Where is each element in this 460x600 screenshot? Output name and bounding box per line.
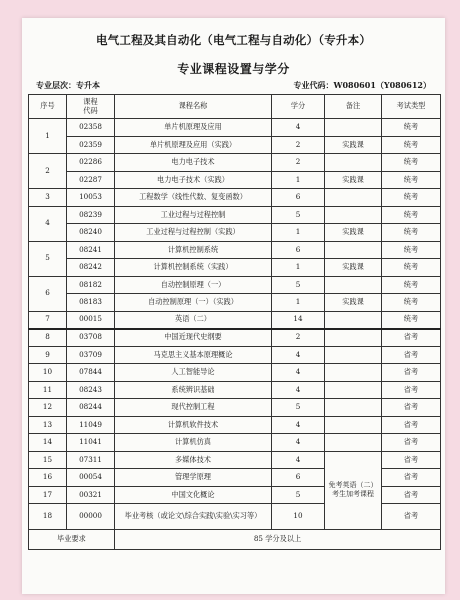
cell-exam: 省考 [382, 399, 441, 417]
cell-note [325, 381, 382, 399]
table-row [29, 259, 441, 277]
cell-code: 07844 [67, 364, 115, 382]
table-row [29, 329, 441, 347]
cell-note [325, 206, 382, 224]
cell-code: 00000 [67, 504, 115, 530]
cell-seq: 7 [29, 311, 67, 329]
cell-name: 中国文化概论 [115, 486, 272, 504]
cell-credit: 5 [272, 399, 325, 417]
cell-seq: 10 [29, 364, 67, 382]
table-row [29, 451, 441, 469]
cell-credit: 6 [272, 469, 325, 487]
cell-exam: 统考 [382, 154, 441, 172]
graduation-row [29, 530, 441, 550]
table-row [29, 189, 441, 207]
table-row [29, 416, 441, 434]
header-credit: 学分 [272, 95, 325, 119]
cell-credit: 4 [272, 416, 325, 434]
cell-name: 自动控制原理（一） [115, 276, 272, 294]
table-row [29, 136, 441, 154]
graduation-value: 85 学分及以上 [115, 530, 441, 550]
cell-exam: 省考 [382, 381, 441, 399]
header-note: 备注 [325, 95, 382, 119]
cell-exam: 统考 [382, 241, 441, 259]
cell-exam: 省考 [382, 346, 441, 364]
cell-code: 08183 [67, 294, 115, 312]
cell-code: 10053 [67, 189, 115, 207]
cell-note: 实践课 [325, 224, 382, 242]
cell-note-merged: 免考英语（二）考生加考课程 [325, 451, 382, 530]
cell-note [325, 241, 382, 259]
cell-code: 11041 [67, 434, 115, 452]
cell-name: 电力电子技术 [115, 154, 272, 172]
major-code: 专业代码：W080601（Y080612） [293, 80, 431, 90]
cell-note [325, 311, 382, 329]
cell-seq: 6 [29, 276, 67, 311]
table-row [29, 294, 441, 312]
cell-seq: 1 [29, 119, 67, 154]
cell-credit: 1 [272, 171, 325, 189]
header-code: 课程 代码 [67, 95, 115, 119]
cell-note: 实践课 [325, 259, 382, 277]
cell-credit: 4 [272, 451, 325, 469]
header-exam: 考试类型 [382, 95, 441, 119]
cell-name: 计算机控制系统 [115, 241, 272, 259]
cell-seq: 12 [29, 399, 67, 417]
cell-name: 计算机控制系统（实践） [115, 259, 272, 277]
cell-seq: 13 [29, 416, 67, 434]
table-row [29, 119, 441, 137]
cell-name: 单片机原理及应用（实践） [115, 136, 272, 154]
table-row [29, 364, 441, 382]
cell-exam: 统考 [382, 189, 441, 207]
table-row [29, 311, 441, 329]
cell-exam: 统考 [382, 119, 441, 137]
cell-credit: 14 [272, 311, 325, 329]
cell-note [325, 154, 382, 172]
cell-exam: 省考 [382, 364, 441, 382]
cell-name: 毕业考核（或论文\综合实践\实验\实习等） [115, 504, 272, 530]
cell-note [325, 189, 382, 207]
cell-credit: 6 [272, 241, 325, 259]
table-header-row [29, 95, 441, 119]
table-row [29, 154, 441, 172]
cell-name: 英语（二） [115, 311, 272, 329]
cell-code: 08240 [67, 224, 115, 242]
cell-code: 00054 [67, 469, 115, 487]
cell-exam: 省考 [382, 416, 441, 434]
cell-name: 计算机仿真 [115, 434, 272, 452]
cell-exam: 省考 [382, 329, 441, 347]
cell-code: 02359 [67, 136, 115, 154]
table-row [29, 381, 441, 399]
cell-exam: 统考 [382, 259, 441, 277]
course-sheet [22, 18, 445, 594]
cell-code: 02286 [67, 154, 115, 172]
document-subtitle: 专业课程设置与学分 [177, 62, 290, 76]
cell-exam: 省考 [382, 469, 441, 487]
cell-credit: 10 [272, 504, 325, 530]
cell-note: 实践课 [325, 294, 382, 312]
cell-exam: 统考 [382, 276, 441, 294]
cell-credit: 4 [272, 346, 325, 364]
cell-note: 实践课 [325, 136, 382, 154]
table-row [29, 224, 441, 242]
cell-credit: 5 [272, 206, 325, 224]
cell-exam: 统考 [382, 311, 441, 329]
course-table [28, 94, 441, 550]
cell-note [325, 364, 382, 382]
cell-credit: 4 [272, 364, 325, 382]
cell-name: 单片机原理及应用 [115, 119, 272, 137]
cell-code: 11049 [67, 416, 115, 434]
cell-exam: 统考 [382, 206, 441, 224]
cell-code: 08244 [67, 399, 115, 417]
cell-seq: 11 [29, 381, 67, 399]
cell-credit: 5 [272, 486, 325, 504]
cell-note [325, 329, 382, 347]
cell-name: 工程数学（线性代数、复变函数） [115, 189, 272, 207]
cell-name: 管理学原理 [115, 469, 272, 487]
cell-code: 02287 [67, 171, 115, 189]
header-seq: 序号 [29, 95, 67, 119]
cell-name: 自动控制原理（一）（实践） [115, 294, 272, 312]
cell-credit: 4 [272, 381, 325, 399]
table-row [29, 241, 441, 259]
cell-code: 08182 [67, 276, 115, 294]
cell-credit: 1 [272, 259, 325, 277]
graduation-label: 毕业要求 [29, 530, 115, 550]
cell-note [325, 399, 382, 417]
cell-name: 工业过程与过程控制（实践） [115, 224, 272, 242]
cell-exam: 省考 [382, 434, 441, 452]
cell-seq: 5 [29, 241, 67, 276]
cell-exam: 统考 [382, 171, 441, 189]
cell-code: 03708 [67, 329, 115, 347]
cell-code: 08239 [67, 206, 115, 224]
cell-exam: 省考 [382, 451, 441, 469]
cell-exam: 统考 [382, 294, 441, 312]
cell-seq: 2 [29, 154, 67, 189]
cell-note [325, 276, 382, 294]
major-level: 专业层次：专升本 [36, 80, 100, 90]
table-row [29, 346, 441, 364]
cell-code: 03709 [67, 346, 115, 364]
cell-credit: 1 [272, 224, 325, 242]
table-row [29, 276, 441, 294]
cell-code: 02358 [67, 119, 115, 137]
cell-seq: 16 [29, 469, 67, 487]
header-name: 课程名称 [115, 95, 272, 119]
cell-note [325, 416, 382, 434]
cell-seq: 4 [29, 206, 67, 241]
cell-seq: 3 [29, 189, 67, 207]
cell-credit: 2 [272, 329, 325, 347]
cell-name: 现代控制工程 [115, 399, 272, 417]
cell-code: 08241 [67, 241, 115, 259]
cell-code: 08243 [67, 381, 115, 399]
cell-seq: 14 [29, 434, 67, 452]
cell-credit: 4 [272, 434, 325, 452]
cell-name: 马克思主义基本原理概论 [115, 346, 272, 364]
cell-name: 计算机软件技术 [115, 416, 272, 434]
cell-note [325, 434, 382, 452]
cell-exam: 省考 [382, 486, 441, 504]
table-row [29, 434, 441, 452]
cell-credit: 2 [272, 136, 325, 154]
cell-name: 中国近现代史纲要 [115, 329, 272, 347]
cell-name: 系统辨识基础 [115, 381, 272, 399]
cell-code: 08242 [67, 259, 115, 277]
cell-exam: 统考 [382, 136, 441, 154]
cell-code: 00321 [67, 486, 115, 504]
cell-seq: 8 [29, 329, 67, 347]
cell-name: 工业过程与过程控制 [115, 206, 272, 224]
cell-seq: 18 [29, 504, 67, 530]
cell-credit: 5 [272, 276, 325, 294]
cell-name: 电力电子技术（实践） [115, 171, 272, 189]
cell-credit: 1 [272, 294, 325, 312]
cell-name: 人工智能导论 [115, 364, 272, 382]
table-row [29, 171, 441, 189]
cell-credit: 6 [272, 189, 325, 207]
table-row [29, 399, 441, 417]
cell-code: 00015 [67, 311, 115, 329]
cell-exam: 省考 [382, 504, 441, 530]
cell-note: 实践课 [325, 171, 382, 189]
cell-seq: 17 [29, 486, 67, 504]
table-row [29, 206, 441, 224]
cell-credit: 2 [272, 154, 325, 172]
cell-exam: 统考 [382, 224, 441, 242]
cell-seq: 15 [29, 451, 67, 469]
cell-note [325, 119, 382, 137]
cell-credit: 4 [272, 119, 325, 137]
cell-code: 07311 [67, 451, 115, 469]
document-title: 电气工程及其自动化（电气工程与自动化）（专升本） [95, 33, 372, 47]
cell-seq: 9 [29, 346, 67, 364]
cell-note [325, 346, 382, 364]
cell-name: 多媒体技术 [115, 451, 272, 469]
